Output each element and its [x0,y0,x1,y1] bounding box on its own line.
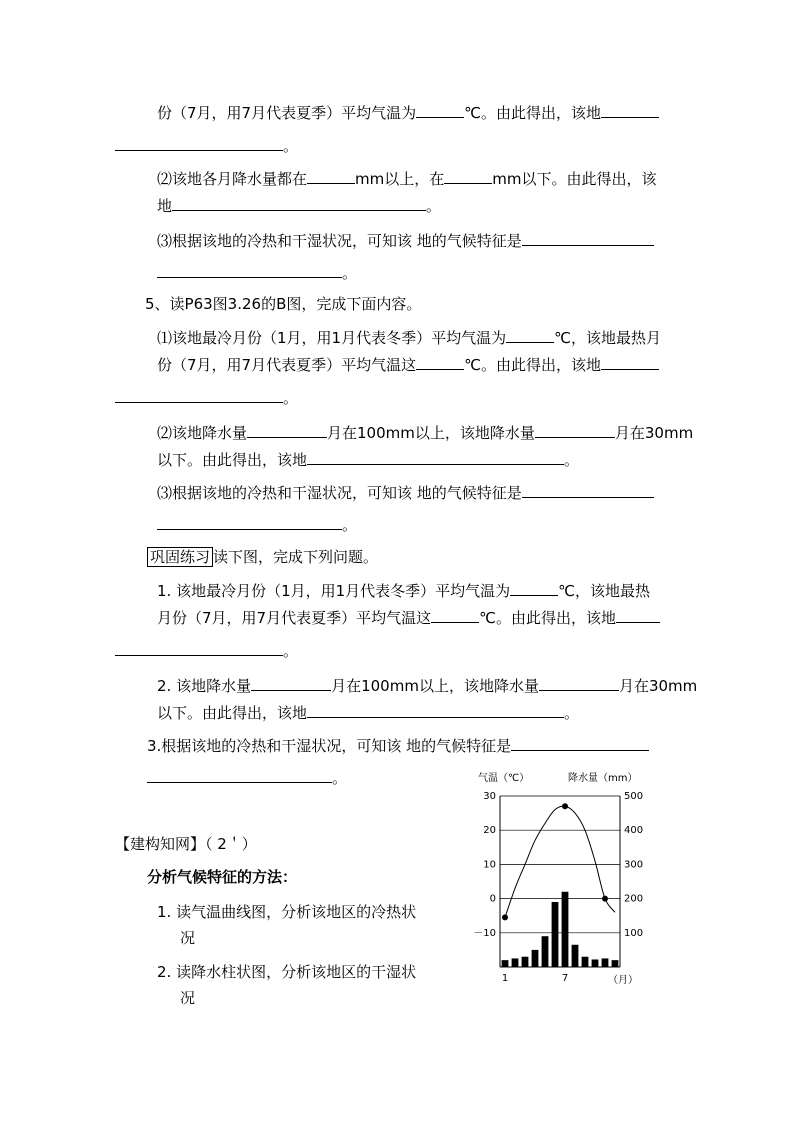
answer-blank[interactable] [510,580,558,596]
answer-blank[interactable] [115,387,283,403]
practice-item-3-line-2: 。 [147,767,347,788]
precipitation-tick-label: 400 [624,825,644,837]
q4-line-1: 份（7月，用7月代表夏季）平均气温为 ℃。由此得出，该地 [157,102,659,123]
precipitation-bar [582,957,589,967]
method-1-line-1: 1. 读气温曲线图，分析该地区的冷热状 [157,903,417,921]
temperature-tick-label: 0 [489,893,496,905]
answer-blank[interactable] [157,262,342,278]
practice-item-1-line-2: 月份（7月，用7月代表夏季）平均气温这 ℃。由此得出，该地 [157,607,660,628]
temperature-curve [502,803,615,920]
q4-item-3-line-1: ⑶根据该地的冷热和干湿状况，可知该 地的气候特征是 [157,230,654,251]
q5-item-1-line-1: ⑴该地最冷月份（1月，用1月代表冬季）平均气温为 ℃，该地最热月 [157,329,661,347]
answer-blank[interactable] [307,449,564,465]
climate-chart [470,765,710,995]
temperature-tick-label: 10 [483,859,496,871]
build-heading: 【建构知网】（ 2＇） [115,835,257,853]
temperature-tick-label: 30 [483,791,496,802]
practice-item-1-line-1: 1. 该地最冷月份（1月，用1月代表冬季）平均气温为 ℃，该地最热 [157,582,651,600]
answer-blank[interactable] [115,640,283,656]
precipitation-tick-label: 500 [624,791,644,802]
precipitation-tick-label: 200 [624,893,644,905]
q5-title: 5、读P63图3.26的B图，完成下面内容。 [145,295,422,313]
answer-blank[interactable] [307,702,564,718]
answer-blank[interactable] [251,675,331,691]
answer-blank[interactable] [247,422,327,438]
precipitation-bar [612,960,619,967]
precipitation-bar [512,958,519,967]
precipitation-bar [542,936,549,967]
answer-blank[interactable] [416,354,464,370]
chart-grid [500,796,620,933]
q5-item-1-line-2: 份（7月，用7月代表夏季）平均气温这 ℃。由此得出，该地 [157,354,659,375]
q5-item-3-line-1: ⑶根据该地的冷热和干湿状况，可知该 地的气候特征是 [157,482,654,503]
build-subheading: 分析气候特征的方法： [147,868,298,886]
temperature-point [562,803,568,809]
precipitation-bar [552,902,559,967]
temperature-axis-title: 气温（℃） [478,773,530,784]
precipitation-tick-label: 300 [624,859,644,871]
practice-item-2-line-1: 2. 该地降水量 月在100mm以上，该地降水量 月在30mm [157,677,698,695]
practice-item-2-line-2: 以下。由此得出，该地 。 [157,704,580,722]
q4-item-2-line-1: ⑵该地各月降水量都在 mm以上，在 mm以下。由此得出，该 [157,170,657,188]
answer-blank[interactable] [506,327,554,343]
answer-blank[interactable] [172,195,426,211]
precipitation-bar [572,945,579,967]
temperature-line [505,806,615,917]
answer-blank[interactable] [115,135,283,151]
practice-item-1-line-3: 。 [115,640,298,661]
temperature-tick-label: －10 [473,927,496,939]
answer-blank[interactable] [539,675,619,691]
q4-item-2-line-2: 地 。 [157,197,442,215]
q4-line-2: 。 [115,135,298,156]
method-2-line-1: 2. 读降水柱状图，分析该地区的干湿状 [157,963,417,981]
precipitation-bar [532,950,539,967]
precipitation-bar [602,958,609,967]
q5-item-2-line-2: 以下。由此得出，该地 。 [157,451,580,469]
answer-blank[interactable] [522,482,654,498]
practice-tag: 巩固练习 [147,547,213,567]
temperature-tick-label: 20 [483,825,496,837]
q5-item-3-line-2: 。 [157,514,357,535]
precipitation-axis-title: 降水量（mm） [568,773,638,784]
answer-blank[interactable] [416,102,464,118]
precipitation-bar [502,960,509,967]
q5-item-1-line-3: 。 [115,387,298,408]
precipitation-tick-label: 100 [624,927,644,939]
answer-blank[interactable] [522,230,654,246]
answer-blank[interactable] [601,354,659,370]
answer-blank[interactable] [307,168,355,184]
practice-item-3-line-1: 3.根据该地的冷热和干湿状况，可知该 地的气候特征是 [147,735,649,756]
method-2-line-2: 况 [180,989,196,1007]
answer-blank[interactable] [616,607,660,623]
precipitation-bar [592,959,599,967]
q5-item-2-line-1: ⑵该地降水量 月在100mm以上，该地降水量 月在30mm [157,424,694,442]
answer-blank[interactable] [431,607,479,623]
precipitation-bars [502,892,619,967]
month-tick-label: 7 [561,973,569,984]
answer-blank[interactable] [444,168,492,184]
method-1-line-2: 况 [180,929,196,947]
q4-item-3-line-2: 。 [157,262,357,283]
precipitation-bar [562,892,569,967]
answer-blank[interactable] [157,514,342,530]
answer-blank[interactable] [601,102,659,118]
month-tick-label: 1 [501,973,509,984]
answer-blank[interactable] [535,422,615,438]
temperature-point [602,896,608,902]
answer-blank[interactable] [147,767,332,783]
month-unit-label: （月） [608,975,638,986]
answer-blank[interactable] [511,735,649,751]
temperature-point [502,914,508,920]
precipitation-bar [522,957,529,967]
practice-header: 巩固练习 读下图，完成下列问题。 [147,547,378,567]
